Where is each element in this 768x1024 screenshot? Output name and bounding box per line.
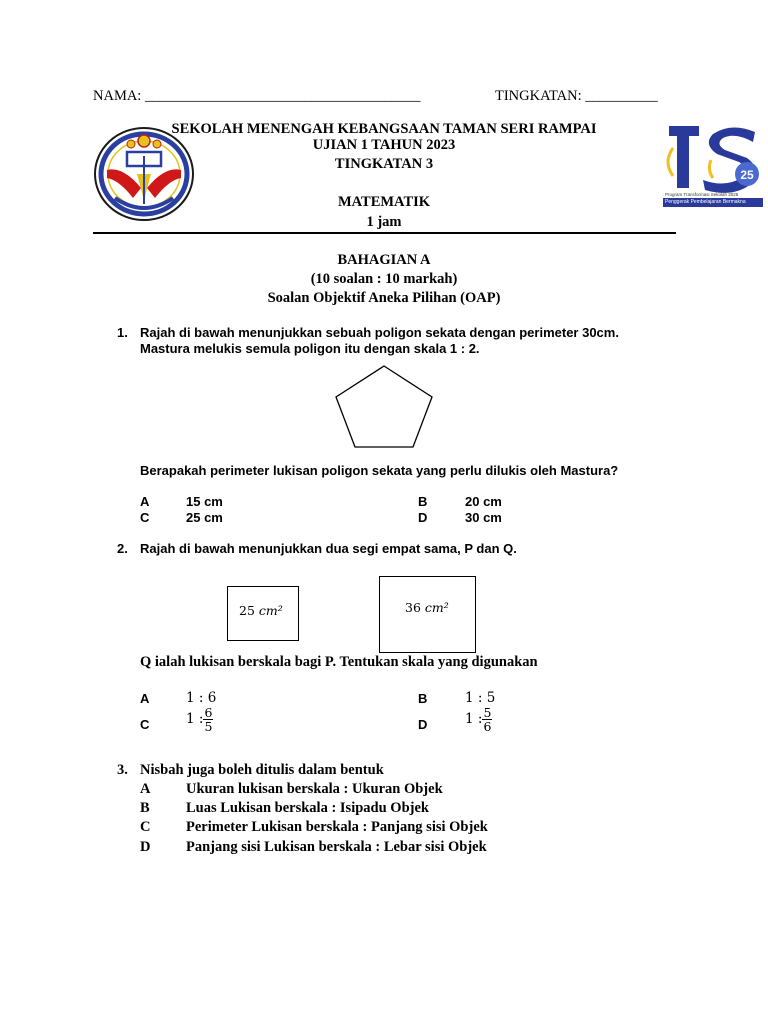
q3-number: 3. xyxy=(117,762,128,778)
q1-option-d-letter[interactable]: D xyxy=(418,510,428,525)
q3-option-c-text[interactable]: Perimeter Lukisan berskala : Panjang sisi Objek xyxy=(186,819,488,835)
q1-text-line1: Rajah di bawah menunjukkan sebuah poligon sekata dengan perimeter 30cm. xyxy=(140,325,619,340)
q2-question: Q ialah lukisan berskala bagi P. Tentukan skala yang digunakan xyxy=(140,654,538,670)
q2-option-b-letter[interactable]: B xyxy=(418,691,428,706)
square-p-label xyxy=(239,603,283,618)
section-title: BAHAGIAN A xyxy=(337,252,431,268)
ts25-logo-icon xyxy=(663,118,763,196)
q3-option-a-text[interactable]: Ukuran lukisan berskala : Ukuran Objek xyxy=(186,781,443,797)
q2-option-c-value[interactable] xyxy=(186,706,213,733)
q3-option-b-letter[interactable]: B xyxy=(140,800,150,816)
square-p-value: 25 xyxy=(239,603,255,618)
q3-option-b-text[interactable]: Luas Lukisan berskala : Isipadu Objek xyxy=(186,800,429,816)
q1-text-line2: Mastura melukis semula poligon itu dengan skala 1 : 2. xyxy=(140,341,480,356)
q2-option-c-denominator: 5 xyxy=(204,719,213,734)
square-q-unit: cm² xyxy=(424,600,449,615)
q2-option-d-fraction xyxy=(482,706,492,733)
name-field-label: NAMA: ______________________________________ xyxy=(93,88,421,104)
q1-option-a-text[interactable]: 15 cm xyxy=(186,494,223,509)
q1-option-d-text[interactable]: 30 cm xyxy=(465,510,502,525)
ts25-logo xyxy=(663,118,763,212)
square-p xyxy=(227,586,299,641)
section-marks: (10 soalan : 10 markah) xyxy=(310,271,458,287)
q2-option-a-letter[interactable]: A xyxy=(140,691,150,706)
form-field-label: TINGKATAN: __________ xyxy=(495,88,658,104)
q1-option-b-letter[interactable]: B xyxy=(418,494,428,509)
square-p-unit: cm² xyxy=(258,603,283,618)
q2-option-b-text[interactable]: 1 : 5 xyxy=(465,690,496,706)
q3-text: Nisbah juga boleh ditulis dalam bentuk xyxy=(140,762,384,778)
exam-title: UJIAN 1 TAHUN 2023 xyxy=(312,137,456,153)
square-q-label xyxy=(405,600,449,615)
q2-option-d-letter[interactable]: D xyxy=(418,717,428,732)
q2-option-c-prefix: 1 : xyxy=(186,711,204,727)
q2-number: 2. xyxy=(117,541,128,556)
q1-option-a-letter[interactable]: A xyxy=(140,494,150,509)
q2-option-c-fraction xyxy=(203,706,213,733)
q2-option-c-letter[interactable]: C xyxy=(140,717,150,732)
q2-option-d-prefix: 1 : xyxy=(465,711,483,727)
q2-option-c-numerator: 6 xyxy=(204,705,213,720)
q2-option-d-numerator: 5 xyxy=(483,705,492,720)
q1-number: 1. xyxy=(117,325,128,340)
q3-option-d-letter[interactable]: D xyxy=(140,839,151,855)
ts25-tagline: Penggerak Pembelajaran Bermakna xyxy=(663,198,763,207)
q2-text: Rajah di bawah menunjukkan dua segi empat sama, P dan Q. xyxy=(140,541,517,556)
q1-question: Berapakah perimeter lukisan poligon sekata yang perlu dilukis oleh Mastura? xyxy=(140,463,619,478)
subject-title: MATEMATIK xyxy=(337,194,431,210)
q2-option-d-denominator: 6 xyxy=(483,719,492,734)
form-level: TINGKATAN 3 xyxy=(334,156,434,172)
square-q xyxy=(379,576,476,653)
header-divider xyxy=(93,232,676,234)
pentagon-diagram xyxy=(333,364,435,450)
ts25-caption: Program Transformasi Sekolah 2025 xyxy=(665,192,739,197)
q1-option-c-letter[interactable]: C xyxy=(140,510,150,525)
ts25-number: 25 xyxy=(740,168,754,182)
q1-option-b-text[interactable]: 20 cm xyxy=(465,494,502,509)
q2-option-a-text[interactable]: 1 : 6 xyxy=(186,690,217,706)
school-name: SEKOLAH MENENGAH KEBANGSAAN TAMAN SERI RAMPAI xyxy=(171,121,597,137)
q3-option-a-letter[interactable]: A xyxy=(140,781,151,797)
section-type: Soalan Objektif Aneka Pilihan (OAP) xyxy=(267,290,501,306)
exam-duration: 1 jam xyxy=(366,214,402,230)
q3-option-d-text[interactable]: Panjang sisi Lukisan berskala : Lebar sisi Objek xyxy=(186,839,487,855)
square-q-value: 36 xyxy=(405,600,421,615)
q3-option-c-letter[interactable]: C xyxy=(140,819,151,835)
q1-option-c-text[interactable]: 25 cm xyxy=(186,510,223,525)
q2-option-d-value[interactable] xyxy=(465,706,492,733)
